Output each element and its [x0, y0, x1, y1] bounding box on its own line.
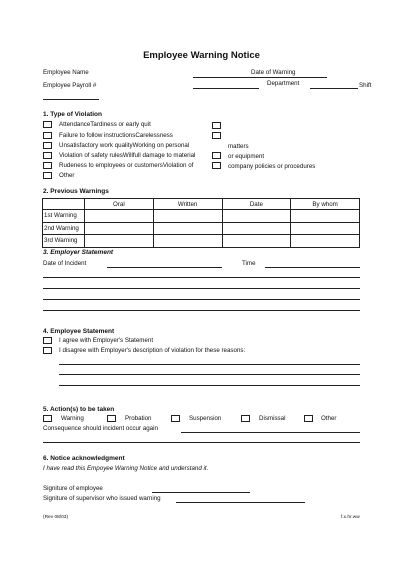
- violation-item-4: Violation of safety rulesWillfull damage to material: [59, 152, 196, 159]
- violation-checkbox-5[interactable]: [43, 162, 52, 169]
- row-label: 2nd Warning: [43, 222, 85, 235]
- table-cell[interactable]: [153, 235, 222, 248]
- violation-checkbox-6[interactable]: [43, 172, 52, 179]
- signature-employee-field[interactable]: [152, 492, 250, 493]
- action-dismissal-label: Dismissal: [259, 415, 286, 422]
- table-row: [43, 222, 360, 235]
- action-suspension-label: Suspension: [189, 415, 222, 422]
- signature-supervisor-label: Signiture of supervisor who issued warning: [43, 495, 161, 502]
- column-header: Oral: [85, 199, 154, 210]
- agree-checkbox[interactable]: [43, 337, 52, 344]
- action-warning-checkbox[interactable]: [43, 415, 52, 422]
- action-dismissal-checkbox[interactable]: [241, 415, 250, 422]
- employee-reason-line[interactable]: [59, 364, 360, 365]
- disagree-checkbox[interactable]: [43, 347, 52, 354]
- employer-statement-line[interactable]: [43, 277, 360, 278]
- time-label: Time: [242, 260, 256, 267]
- table-cell[interactable]: [85, 222, 154, 235]
- violation-checkbox-right-3[interactable]: [212, 152, 221, 159]
- column-header: By whom: [291, 199, 360, 210]
- signature-employee-label: Signiture of employee: [43, 485, 103, 492]
- time-field[interactable]: [265, 267, 360, 268]
- employee-name-label: Employee Name: [43, 69, 89, 76]
- violation-right-label-1: matters: [228, 143, 249, 150]
- column-header: Written: [153, 199, 222, 210]
- violation-checkbox-right-2[interactable]: [212, 132, 221, 139]
- table-cell[interactable]: [291, 235, 360, 248]
- shift-label: Shift: [359, 82, 372, 89]
- row-label: 3rd Warning: [43, 235, 85, 248]
- column-header: Date: [222, 199, 291, 210]
- table-cell[interactable]: [291, 222, 360, 235]
- department-field[interactable]: [310, 88, 358, 89]
- date-of-warning-field[interactable]: [193, 88, 259, 89]
- violation-item-6: Other: [59, 172, 75, 179]
- acknowledgment-heading: 6. Notice acknowledgment: [43, 455, 125, 462]
- employee-payroll-field[interactable]: [43, 99, 99, 100]
- table-cell[interactable]: [85, 235, 154, 248]
- date-of-warning-label: Date of Warning: [251, 69, 296, 76]
- table-cell[interactable]: [222, 222, 291, 235]
- consequence-line[interactable]: [43, 442, 360, 443]
- violation-heading: 1. Type of Violation: [43, 111, 102, 118]
- employer-statement-line[interactable]: [43, 310, 360, 311]
- violation-right-label-2: or equipment: [228, 153, 265, 160]
- table-cell[interactable]: [153, 222, 222, 235]
- action-probation-checkbox[interactable]: [107, 415, 116, 422]
- employee-payroll-label: Employee Payroll #: [43, 82, 97, 89]
- table-cell[interactable]: [222, 210, 291, 223]
- disagree-label: I disagree with Employer's description of violation for these reasons:: [59, 347, 246, 354]
- table-cell[interactable]: [153, 210, 222, 223]
- violation-checkbox-1[interactable]: [43, 121, 52, 128]
- column-header: [43, 199, 85, 210]
- action-probation-label: Probation: [125, 415, 152, 422]
- violation-item-2: Failure to follow instructionsCarelessness: [59, 132, 173, 139]
- violation-right-label-3: company policies or procedures: [228, 163, 316, 170]
- department-label: Department: [267, 80, 300, 87]
- date-of-incident-field[interactable]: [107, 267, 222, 268]
- employer-statement-line[interactable]: [43, 288, 360, 289]
- violation-item-1: AttendanceTardiness or early quit: [59, 121, 151, 128]
- employer-statement-heading: 3. Employer Statement: [43, 249, 114, 256]
- table-cell[interactable]: [291, 210, 360, 223]
- violation-checkbox-3[interactable]: [43, 142, 52, 149]
- acknowledgment-statement: I have read this Empoyee Warning Notice and understand it.: [43, 465, 209, 472]
- table-cell[interactable]: [85, 210, 154, 223]
- action-other-checkbox[interactable]: [304, 415, 313, 422]
- violation-checkbox-right-1[interactable]: [212, 122, 221, 129]
- page-title: Employee Warning Notice: [143, 50, 260, 61]
- agree-label: I agree with Employer's Statement: [59, 337, 154, 344]
- actions-heading: 5. Action(s) to be taken: [43, 406, 115, 413]
- table-row: [43, 210, 360, 223]
- table-row: [43, 235, 360, 248]
- violation-checkbox-2[interactable]: [43, 132, 52, 139]
- previous-warnings-heading: 2. Previous Warnings: [43, 188, 109, 195]
- consequence-label: Consequence should incident occur again: [43, 425, 158, 432]
- date-of-incident-label: Date of Incident: [43, 260, 87, 267]
- action-warning-label: Warning: [61, 415, 84, 422]
- employee-reason-line[interactable]: [59, 374, 360, 375]
- action-suspension-checkbox[interactable]: [171, 415, 180, 422]
- table-cell[interactable]: [222, 235, 291, 248]
- previous-warnings-table: [42, 198, 360, 248]
- signature-supervisor-field[interactable]: [176, 502, 305, 503]
- employee-statement-heading: 4. Employee Statement: [43, 328, 115, 335]
- row-label: 1st Warning: [43, 210, 85, 223]
- form-code: f.x.hr.ww: [341, 515, 360, 520]
- violation-item-5: Rudeness to employees or customersViolation of: [59, 162, 194, 169]
- table-header-row: [43, 199, 360, 210]
- employer-statement-line[interactable]: [43, 299, 360, 300]
- employee-name-field[interactable]: [193, 77, 327, 78]
- consequence-field[interactable]: [181, 432, 360, 433]
- action-other-label: Other: [321, 415, 337, 422]
- violation-checkbox-4[interactable]: [43, 152, 52, 159]
- employee-reason-line[interactable]: [59, 385, 360, 386]
- revision-label: (Rev 08/03): [43, 515, 69, 520]
- violation-checkbox-right-4[interactable]: [212, 162, 221, 169]
- violation-item-3: Unsatisfactory work qualityWorking on personal: [59, 142, 190, 149]
